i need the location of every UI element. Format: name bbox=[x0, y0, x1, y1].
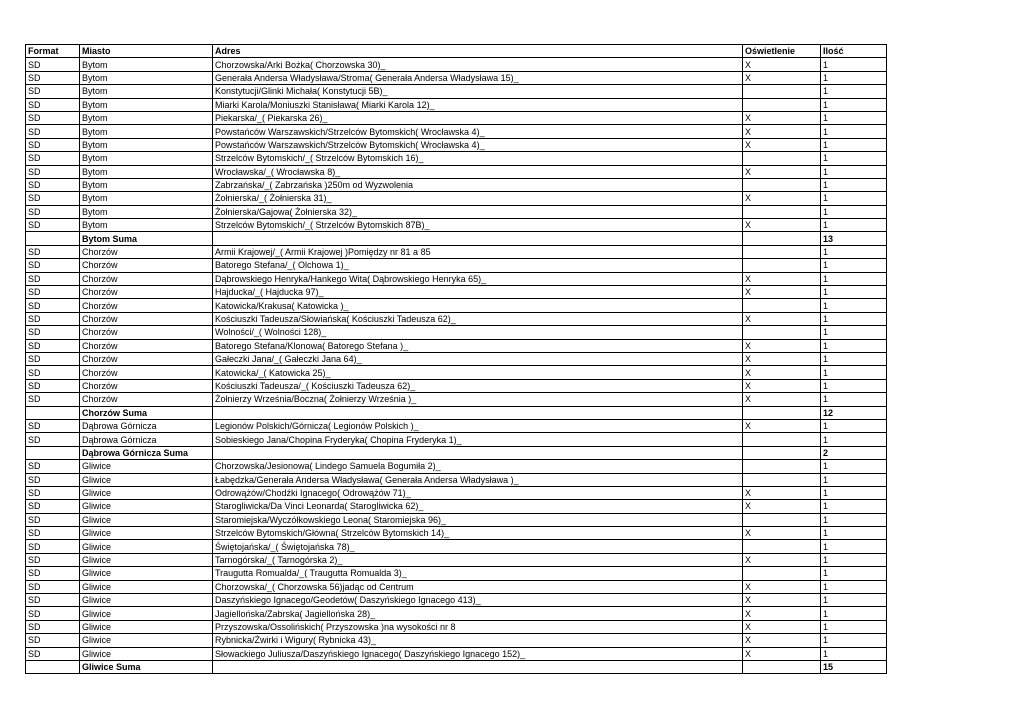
cell-miasto[interactable]: Chorzów bbox=[80, 286, 213, 299]
cell-adres[interactable]: Strzelców Bytomskich/_( Strzelców Bytomskich 16)_ bbox=[213, 152, 743, 165]
cell-adres[interactable]: Katowicka/Krakusa( Katowicka )_ bbox=[213, 299, 743, 312]
cell-miasto[interactable]: Bytom bbox=[80, 192, 213, 205]
cell-format[interactable]: SD bbox=[26, 205, 80, 218]
table-row bbox=[26, 620, 887, 633]
cell-adres[interactable]: Strzelców Bytomskich/Główna( Strzelców Bytomskich 14)_ bbox=[213, 527, 743, 540]
table-row bbox=[26, 85, 887, 98]
cell-ilosc[interactable]: 1 bbox=[821, 352, 887, 365]
cell-format[interactable]: SD bbox=[26, 299, 80, 312]
cell-adres[interactable]: Żołnierska/_( Żołnierska 31)_ bbox=[213, 192, 743, 205]
cell-oswietlenie[interactable] bbox=[743, 406, 821, 419]
cell-ilosc[interactable]: 1 bbox=[821, 138, 887, 151]
header-miasto[interactable]: Miasto bbox=[80, 45, 213, 58]
cell-ilosc[interactable]: 1 bbox=[821, 540, 887, 553]
cell-format[interactable]: SD bbox=[26, 98, 80, 111]
cell-format[interactable]: SD bbox=[26, 152, 80, 165]
cell-ilosc[interactable]: 1 bbox=[821, 473, 887, 486]
cell-ilosc[interactable]: 1 bbox=[821, 580, 887, 593]
cell-miasto[interactable]: Chorzów bbox=[80, 259, 213, 272]
cell-format[interactable]: SD bbox=[26, 580, 80, 593]
cell-format[interactable]: SD bbox=[26, 620, 80, 633]
cell-adres[interactable]: Staromiejska/Wyczółkowskiego Leona( Staromiejska 96)_ bbox=[213, 513, 743, 526]
cell-format[interactable]: SD bbox=[26, 178, 80, 191]
cell-oswietlenie[interactable]: X bbox=[743, 527, 821, 540]
cell-oswietlenie[interactable]: X bbox=[743, 553, 821, 566]
cell-miasto[interactable]: Bytom bbox=[80, 85, 213, 98]
cell-ilosc[interactable]: 1 bbox=[821, 647, 887, 660]
cell-miasto[interactable]: Chorzów Suma bbox=[80, 406, 213, 419]
cell-format[interactable]: SD bbox=[26, 393, 80, 406]
cell-oswietlenie[interactable]: X bbox=[743, 138, 821, 151]
cell-ilosc[interactable]: 1 bbox=[821, 259, 887, 272]
cell-miasto[interactable]: Gliwice bbox=[80, 567, 213, 580]
cell-format[interactable]: SD bbox=[26, 352, 80, 365]
cell-adres[interactable]: Starogliwicka/Da Vinci Leonarda( Starogliwicka 62)_ bbox=[213, 500, 743, 513]
table-row bbox=[26, 152, 887, 165]
cell-oswietlenie[interactable]: X bbox=[743, 111, 821, 124]
cell-format[interactable]: SD bbox=[26, 634, 80, 647]
cell-oswietlenie[interactable] bbox=[743, 326, 821, 339]
cell-miasto[interactable]: Bytom bbox=[80, 111, 213, 124]
table-row bbox=[26, 540, 887, 553]
table-row bbox=[26, 71, 887, 84]
cell-miasto[interactable]: Gliwice bbox=[80, 500, 213, 513]
cell-miasto[interactable]: Gliwice bbox=[80, 473, 213, 486]
cell-oswietlenie[interactable]: X bbox=[743, 634, 821, 647]
cell-ilosc[interactable]: 1 bbox=[821, 286, 887, 299]
cell-adres[interactable]: Chorzowska/Jesionowa( Lindego Samuela Bogumiła 2)_ bbox=[213, 460, 743, 473]
cell-adres[interactable]: Piekarska/_( Piekarska 26)_ bbox=[213, 111, 743, 124]
cell-ilosc[interactable]: 1 bbox=[821, 152, 887, 165]
table-row bbox=[26, 527, 887, 540]
cell-adres[interactable]: Dąbrowskiego Henryka/Hankego Wita( Dąbrowskiego Henryka 65)_ bbox=[213, 272, 743, 285]
table-row bbox=[26, 567, 887, 580]
header-oswietlenie[interactable]: Oświetlenie bbox=[743, 45, 821, 58]
cell-format[interactable]: SD bbox=[26, 460, 80, 473]
table-row bbox=[26, 111, 887, 124]
cell-miasto[interactable]: Chorzów bbox=[80, 245, 213, 258]
table-row bbox=[26, 326, 887, 339]
cell-adres[interactable]: Strzelców Bytomskich/_( Strzelców Bytomskich 87B)_ bbox=[213, 219, 743, 232]
cell-format[interactable]: SD bbox=[26, 540, 80, 553]
cell-oswietlenie[interactable]: X bbox=[743, 580, 821, 593]
cell-miasto[interactable]: Bytom bbox=[80, 205, 213, 218]
subtotal-row bbox=[26, 232, 887, 245]
table-row bbox=[26, 98, 887, 111]
cell-ilosc[interactable]: 1 bbox=[821, 433, 887, 446]
cell-miasto[interactable]: Chorzów bbox=[80, 339, 213, 352]
cell-ilosc[interactable]: 1 bbox=[821, 366, 887, 379]
cell-miasto[interactable]: Gliwice bbox=[80, 540, 213, 553]
cell-adres[interactable] bbox=[213, 660, 743, 673]
cell-miasto[interactable]: Bytom bbox=[80, 152, 213, 165]
cell-miasto[interactable]: Bytom bbox=[80, 98, 213, 111]
cell-ilosc[interactable]: 1 bbox=[821, 620, 887, 633]
table-row bbox=[26, 125, 887, 138]
cell-oswietlenie[interactable] bbox=[743, 205, 821, 218]
table-row bbox=[26, 58, 887, 71]
cell-oswietlenie[interactable]: X bbox=[743, 366, 821, 379]
cell-ilosc[interactable]: 1 bbox=[821, 111, 887, 124]
cell-miasto[interactable]: Gliwice bbox=[80, 594, 213, 607]
cell-miasto[interactable]: Bytom bbox=[80, 71, 213, 84]
cell-miasto[interactable]: Chorzów bbox=[80, 352, 213, 365]
cell-oswietlenie[interactable] bbox=[743, 473, 821, 486]
cell-format[interactable]: SD bbox=[26, 245, 80, 258]
cell-adres[interactable] bbox=[213, 232, 743, 245]
cell-format[interactable] bbox=[26, 660, 80, 673]
cell-format[interactable]: SD bbox=[26, 339, 80, 352]
cell-ilosc[interactable]: 1 bbox=[821, 393, 887, 406]
subtotal-row bbox=[26, 660, 887, 673]
cell-miasto[interactable]: Bytom bbox=[80, 219, 213, 232]
cell-ilosc[interactable]: 1 bbox=[821, 192, 887, 205]
cell-miasto[interactable]: Gliwice bbox=[80, 553, 213, 566]
cell-miasto[interactable]: Chorzów bbox=[80, 299, 213, 312]
cell-miasto[interactable]: Dąbrowa Górnicza bbox=[80, 419, 213, 432]
cell-oswietlenie[interactable]: X bbox=[743, 192, 821, 205]
cell-format[interactable]: SD bbox=[26, 219, 80, 232]
table-row bbox=[26, 339, 887, 352]
cell-oswietlenie[interactable]: X bbox=[743, 620, 821, 633]
cell-adres[interactable]: Hajducka/_( Hajducka 97)_ bbox=[213, 286, 743, 299]
cell-ilosc[interactable]: 1 bbox=[821, 379, 887, 392]
cell-oswietlenie[interactable]: X bbox=[743, 607, 821, 620]
cell-format[interactable]: SD bbox=[26, 500, 80, 513]
table-row bbox=[26, 607, 887, 620]
cell-miasto[interactable]: Chorzów bbox=[80, 366, 213, 379]
cell-oswietlenie[interactable]: X bbox=[743, 272, 821, 285]
cell-miasto[interactable]: Bytom bbox=[80, 125, 213, 138]
cell-format[interactable]: SD bbox=[26, 433, 80, 446]
cell-ilosc[interactable]: 13 bbox=[821, 232, 887, 245]
table-row bbox=[26, 165, 887, 178]
cell-adres[interactable]: Odrowążów/Chodźki Ignacego( Odrowążów 71)_ bbox=[213, 486, 743, 499]
cell-ilosc[interactable]: 15 bbox=[821, 660, 887, 673]
cell-ilosc[interactable]: 1 bbox=[821, 500, 887, 513]
cell-adres[interactable]: Kościuszki Tadeusza/_( Kościuszki Tadeusza 62)_ bbox=[213, 379, 743, 392]
cell-format[interactable]: SD bbox=[26, 647, 80, 660]
table-row bbox=[26, 513, 887, 526]
table-body bbox=[26, 58, 887, 674]
cell-adres[interactable]: Katowicka/_( Katowicka 25)_ bbox=[213, 366, 743, 379]
cell-oswietlenie[interactable]: X bbox=[743, 352, 821, 365]
cell-miasto[interactable]: Chorzów bbox=[80, 326, 213, 339]
cell-format[interactable]: SD bbox=[26, 326, 80, 339]
cell-adres[interactable]: Powstańców Warszawskich/Strzelców Bytomskich( Wrocławska 4)_ bbox=[213, 125, 743, 138]
data-table bbox=[25, 44, 887, 674]
cell-oswietlenie[interactable]: X bbox=[743, 58, 821, 71]
cell-oswietlenie[interactable]: X bbox=[743, 165, 821, 178]
cell-ilosc[interactable]: 1 bbox=[821, 326, 887, 339]
cell-format[interactable]: SD bbox=[26, 85, 80, 98]
cell-oswietlenie[interactable] bbox=[743, 152, 821, 165]
cell-ilosc[interactable]: 1 bbox=[821, 312, 887, 325]
table-row bbox=[26, 178, 887, 191]
cell-ilosc[interactable]: 1 bbox=[821, 85, 887, 98]
table-row bbox=[26, 553, 887, 566]
cell-oswietlenie[interactable] bbox=[743, 540, 821, 553]
table-row bbox=[26, 379, 887, 392]
cell-ilosc[interactable]: 1 bbox=[821, 299, 887, 312]
table-row bbox=[26, 486, 887, 499]
subtotal-row bbox=[26, 406, 887, 419]
table-row bbox=[26, 219, 887, 232]
cell-miasto[interactable]: Bytom Suma bbox=[80, 232, 213, 245]
cell-miasto[interactable]: Chorzów bbox=[80, 379, 213, 392]
cell-ilosc[interactable]: 12 bbox=[821, 406, 887, 419]
cell-oswietlenie[interactable]: X bbox=[743, 125, 821, 138]
cell-format[interactable]: SD bbox=[26, 272, 80, 285]
cell-format[interactable]: SD bbox=[26, 473, 80, 486]
cell-oswietlenie[interactable] bbox=[743, 299, 821, 312]
table-row bbox=[26, 352, 887, 365]
cell-miasto[interactable]: Dąbrowa Górnicza bbox=[80, 433, 213, 446]
cell-oswietlenie[interactable]: X bbox=[743, 500, 821, 513]
cell-miasto[interactable]: Bytom bbox=[80, 178, 213, 191]
cell-adres[interactable]: Wolności/_( Wolności 128)_ bbox=[213, 326, 743, 339]
cell-miasto[interactable]: Dąbrowa Górnicza Suma bbox=[80, 446, 213, 459]
cell-ilosc[interactable]: 1 bbox=[821, 486, 887, 499]
cell-oswietlenie[interactable]: X bbox=[743, 393, 821, 406]
cell-ilosc[interactable]: 1 bbox=[821, 178, 887, 191]
cell-oswietlenie[interactable]: X bbox=[743, 339, 821, 352]
cell-oswietlenie[interactable]: X bbox=[743, 419, 821, 432]
table-row bbox=[26, 312, 887, 325]
cell-miasto[interactable]: Gliwice bbox=[80, 527, 213, 540]
cell-miasto[interactable]: Bytom bbox=[80, 165, 213, 178]
cell-miasto[interactable]: Bytom bbox=[80, 58, 213, 71]
cell-oswietlenie[interactable]: X bbox=[743, 71, 821, 84]
cell-oswietlenie[interactable] bbox=[743, 513, 821, 526]
cell-miasto[interactable]: Bytom bbox=[80, 138, 213, 151]
cell-oswietlenie[interactable]: X bbox=[743, 219, 821, 232]
cell-ilosc[interactable]: 1 bbox=[821, 594, 887, 607]
cell-adres[interactable]: Generała Andersa Władysława/Stroma( Generała Andersa Władysława 15)_ bbox=[213, 71, 743, 84]
cell-miasto[interactable]: Gliwice Suma bbox=[80, 660, 213, 673]
table-row bbox=[26, 594, 887, 607]
cell-oswietlenie[interactable] bbox=[743, 232, 821, 245]
cell-format[interactable]: SD bbox=[26, 165, 80, 178]
cell-miasto[interactable]: Chorzów bbox=[80, 272, 213, 285]
cell-ilosc[interactable]: 1 bbox=[821, 339, 887, 352]
cell-oswietlenie[interactable]: X bbox=[743, 486, 821, 499]
cell-ilosc[interactable]: 1 bbox=[821, 553, 887, 566]
header-adres[interactable]: Adres bbox=[213, 45, 743, 58]
cell-format[interactable]: SD bbox=[26, 286, 80, 299]
cell-oswietlenie[interactable]: X bbox=[743, 379, 821, 392]
cell-adres[interactable]: Zabrzańska/_( Zabrzańska )250m od Wyzwolenia bbox=[213, 178, 743, 191]
cell-adres[interactable]: Łabędzka/Generała Andersa Władysława( Generała Andersa Władysława )_ bbox=[213, 473, 743, 486]
cell-format[interactable] bbox=[26, 446, 80, 459]
cell-adres[interactable]: Batorego Stefana/Klonowa( Batorego Stefana )_ bbox=[213, 339, 743, 352]
subtotal-row bbox=[26, 446, 887, 459]
cell-adres[interactable]: Żołnierzy Września/Boczna( Żołnierzy Września )_ bbox=[213, 393, 743, 406]
table-row bbox=[26, 192, 887, 205]
cell-oswietlenie[interactable] bbox=[743, 567, 821, 580]
cell-format[interactable]: SD bbox=[26, 192, 80, 205]
cell-format[interactable]: SD bbox=[26, 366, 80, 379]
cell-ilosc[interactable]: 1 bbox=[821, 245, 887, 258]
table-row bbox=[26, 366, 887, 379]
cell-adres[interactable]: Rybnicka/Żwirki i Wigury( Rybnicka 43)_ bbox=[213, 634, 743, 647]
table-row bbox=[26, 460, 887, 473]
table-row bbox=[26, 205, 887, 218]
cell-adres[interactable]: Gałeczki Jana/_( Gałeczki Jana 64)_ bbox=[213, 352, 743, 365]
cell-format[interactable]: SD bbox=[26, 125, 80, 138]
table-row bbox=[26, 393, 887, 406]
table-row bbox=[26, 580, 887, 593]
cell-format[interactable]: SD bbox=[26, 594, 80, 607]
cell-adres[interactable]: Przyszowska/Ossolińskich( Przyszowska )na wysokości nr 8 bbox=[213, 620, 743, 633]
table-row bbox=[26, 245, 887, 258]
cell-ilosc[interactable]: 1 bbox=[821, 419, 887, 432]
cell-ilosc[interactable]: 1 bbox=[821, 634, 887, 647]
cell-format[interactable]: SD bbox=[26, 553, 80, 566]
cell-format[interactable]: SD bbox=[26, 111, 80, 124]
cell-adres[interactable]: Traugutta Romualda/_( Traugutta Romualda 3)_ bbox=[213, 567, 743, 580]
cell-miasto[interactable]: Gliwice bbox=[80, 634, 213, 647]
cell-miasto[interactable]: Gliwice bbox=[80, 580, 213, 593]
cell-oswietlenie[interactable] bbox=[743, 245, 821, 258]
cell-adres[interactable]: Żołnierska/Gajowa( Żołnierska 32)_ bbox=[213, 205, 743, 218]
cell-miasto[interactable]: Gliwice bbox=[80, 486, 213, 499]
header-format[interactable]: Format bbox=[26, 45, 80, 58]
cell-format[interactable]: SD bbox=[26, 58, 80, 71]
cell-adres[interactable]: Tarnogórska/_( Tarnogórska 2)_ bbox=[213, 553, 743, 566]
cell-miasto[interactable]: Chorzów bbox=[80, 393, 213, 406]
cell-oswietlenie[interactable] bbox=[743, 85, 821, 98]
cell-ilosc[interactable]: 1 bbox=[821, 567, 887, 580]
cell-ilosc[interactable]: 1 bbox=[821, 460, 887, 473]
table-row bbox=[26, 433, 887, 446]
cell-oswietlenie[interactable] bbox=[743, 460, 821, 473]
cell-adres[interactable]: Miarki Karola/Moniuszki Stanisława( Miarki Karola 12)_ bbox=[213, 98, 743, 111]
cell-ilosc[interactable]: 2 bbox=[821, 446, 887, 459]
cell-oswietlenie[interactable]: X bbox=[743, 286, 821, 299]
cell-adres[interactable]: Powstańców Warszawskich/Strzelców Bytomskich( Wrocławska 4)_ bbox=[213, 138, 743, 151]
cell-adres[interactable]: Batorego Stefana/_( Olchowa 1)_ bbox=[213, 259, 743, 272]
cell-format[interactable]: SD bbox=[26, 607, 80, 620]
cell-ilosc[interactable]: 1 bbox=[821, 71, 887, 84]
cell-oswietlenie[interactable] bbox=[743, 446, 821, 459]
table-row bbox=[26, 419, 887, 432]
cell-format[interactable]: SD bbox=[26, 71, 80, 84]
cell-adres[interactable]: Armii Krajowej/_( Armii Krajowej )Pomiędzy nr 81 a 85 bbox=[213, 245, 743, 258]
table-row bbox=[26, 634, 887, 647]
table-row bbox=[26, 473, 887, 486]
cell-adres[interactable]: Kościuszki Tadeusza/Słowiańska( Kościuszki Tadeusza 62)_ bbox=[213, 312, 743, 325]
cell-format[interactable]: SD bbox=[26, 486, 80, 499]
table-row bbox=[26, 647, 887, 660]
cell-adres[interactable]: Świętojańska/_( Świętojańska 78)_ bbox=[213, 540, 743, 553]
cell-miasto[interactable]: Gliwice bbox=[80, 460, 213, 473]
table-row bbox=[26, 299, 887, 312]
cell-oswietlenie[interactable] bbox=[743, 433, 821, 446]
cell-format[interactable] bbox=[26, 232, 80, 245]
cell-format[interactable]: SD bbox=[26, 138, 80, 151]
cell-format[interactable]: SD bbox=[26, 513, 80, 526]
cell-oswietlenie[interactable] bbox=[743, 98, 821, 111]
cell-ilosc[interactable]: 1 bbox=[821, 219, 887, 232]
cell-format[interactable]: SD bbox=[26, 379, 80, 392]
cell-ilosc[interactable]: 1 bbox=[821, 272, 887, 285]
header-ilosc[interactable]: Ilość bbox=[821, 45, 887, 58]
cell-adres[interactable]: Jagiellońska/Zabrska( Jagiellońska 28)_ bbox=[213, 607, 743, 620]
cell-ilosc[interactable]: 1 bbox=[821, 513, 887, 526]
cell-adres[interactable]: Chorzowska/_( Chorzowska 56)jadąc od Centrum bbox=[213, 580, 743, 593]
cell-format[interactable] bbox=[26, 406, 80, 419]
cell-miasto[interactable]: Gliwice bbox=[80, 620, 213, 633]
cell-adres[interactable]: Słowackiego Juliusza/Daszyńskiego Ignacego( Daszyńskiego Ignacego 152)_ bbox=[213, 647, 743, 660]
cell-miasto[interactable]: Gliwice bbox=[80, 647, 213, 660]
cell-adres[interactable]: Legionów Polskich/Górnicza( Legionów Polskich )_ bbox=[213, 419, 743, 432]
cell-ilosc[interactable]: 1 bbox=[821, 527, 887, 540]
cell-format[interactable]: SD bbox=[26, 527, 80, 540]
cell-adres[interactable]: Daszyńskiego Ignacego/Geodetów( Daszyńskiego Ignacego 413)_ bbox=[213, 594, 743, 607]
cell-adres[interactable]: Chorzowska/Arki Bożka( Chorzowska 30)_ bbox=[213, 58, 743, 71]
cell-oswietlenie[interactable] bbox=[743, 178, 821, 191]
cell-format[interactable]: SD bbox=[26, 259, 80, 272]
cell-ilosc[interactable]: 1 bbox=[821, 205, 887, 218]
cell-adres[interactable]: Wrocławska/_( Wrocławska 8)_ bbox=[213, 165, 743, 178]
cell-ilosc[interactable]: 1 bbox=[821, 607, 887, 620]
header-row bbox=[26, 45, 887, 58]
cell-adres[interactable] bbox=[213, 406, 743, 419]
cell-miasto[interactable]: Gliwice bbox=[80, 513, 213, 526]
cell-oswietlenie[interactable]: X bbox=[743, 647, 821, 660]
cell-format[interactable]: SD bbox=[26, 567, 80, 580]
cell-ilosc[interactable]: 1 bbox=[821, 98, 887, 111]
cell-format[interactable]: SD bbox=[26, 312, 80, 325]
cell-ilosc[interactable]: 1 bbox=[821, 58, 887, 71]
table-row bbox=[26, 286, 887, 299]
cell-miasto[interactable]: Gliwice bbox=[80, 607, 213, 620]
cell-ilosc[interactable]: 1 bbox=[821, 125, 887, 138]
table-row bbox=[26, 500, 887, 513]
table-row bbox=[26, 138, 887, 151]
cell-adres[interactable]: Konstytucji/Glinki Michała( Konstytucji 5B)_ bbox=[213, 85, 743, 98]
cell-format[interactable]: SD bbox=[26, 419, 80, 432]
cell-adres[interactable]: Sobieskiego Jana/Chopina Fryderyka( Chopina Fryderyka 1)_ bbox=[213, 433, 743, 446]
cell-ilosc[interactable]: 1 bbox=[821, 165, 887, 178]
table-row bbox=[26, 272, 887, 285]
cell-miasto[interactable]: Chorzów bbox=[80, 312, 213, 325]
cell-oswietlenie[interactable]: X bbox=[743, 594, 821, 607]
table-row bbox=[26, 259, 887, 272]
cell-oswietlenie[interactable]: X bbox=[743, 312, 821, 325]
cell-oswietlenie[interactable] bbox=[743, 259, 821, 272]
cell-oswietlenie[interactable] bbox=[743, 660, 821, 673]
cell-adres[interactable] bbox=[213, 446, 743, 459]
